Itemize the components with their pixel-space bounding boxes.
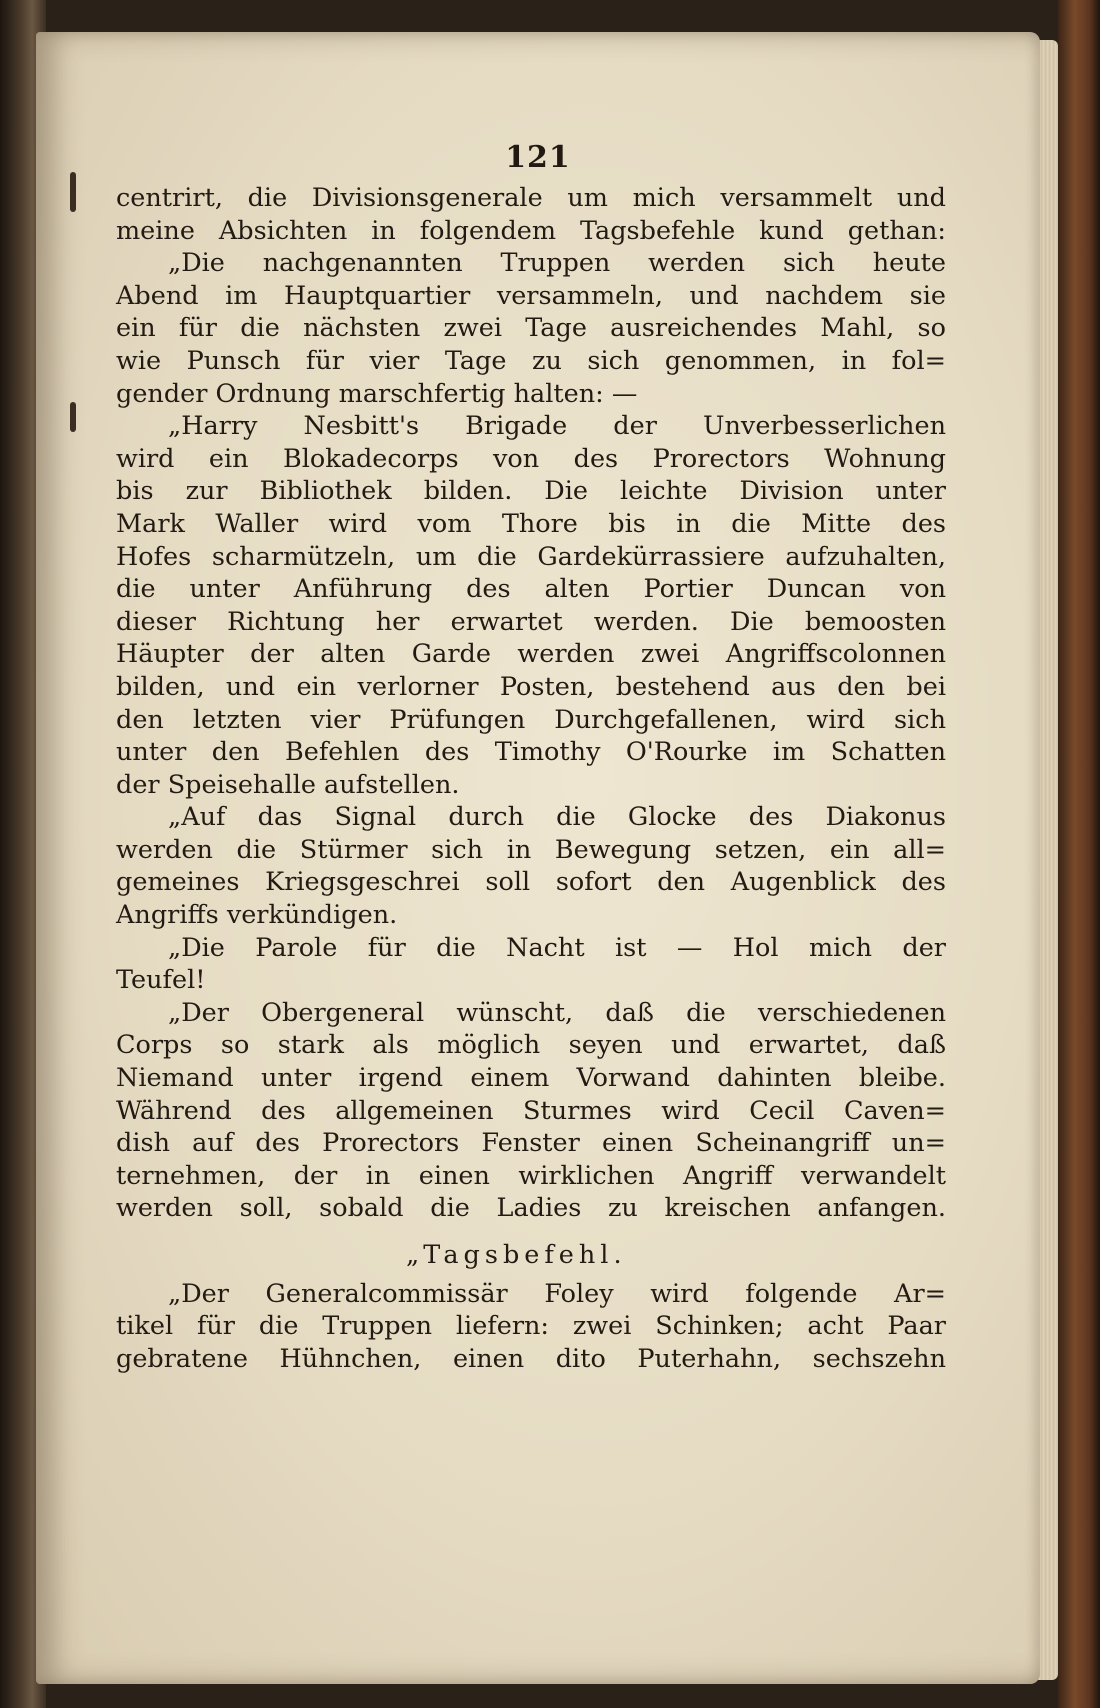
book-cover-edge [1058,0,1100,1708]
text-line: ein für die nächsten zwei Tage ausreichendes Mahl, so [116,313,946,344]
text-line: gebratene Hühnchen, einen dito Puterhahn, sechszehn [116,1343,946,1374]
text-line: werden die Stürmer sich in Bewegung setzen, ein all= [116,834,946,865]
text-line: wird ein Blokadecorps von des Prorectors Wohnung [116,443,946,474]
text-line: „Der Obergeneral wünscht, daß die verschiedenen [168,997,946,1028]
text-line: tikel für die Truppen liefern: zwei Schinken; acht Paar [116,1311,946,1342]
margin-mark [70,172,76,212]
text-line: „Der Generalcommissär Foley wird folgende Ar= [168,1278,946,1309]
text-line: unter den Befehlen des Timothy O'Rourke im Schatten [116,737,946,768]
text-line: wie Punsch für vier Tage zu sich genommen, in fol= [116,345,946,376]
text-line: der Speisehalle aufstellen. [116,769,460,800]
text-line: „Auf das Signal durch die Glocke des Diakonus [168,802,946,833]
body-text [116,182,946,1375]
text-line: Mark Waller wird vom Thore bis in die Mitte des [116,508,946,539]
text-line: dish auf des Prorectors Fenster einen Scheinangriff un= [116,1128,946,1159]
text-line: werden soll, sobald die Ladies zu kreischen anfangen. [116,1193,946,1224]
text-line: die unter Anführung des alten Portier Duncan von [116,574,946,605]
text-line: Angriffs verkündigen. [116,900,398,931]
text-line: gemeines Kriegsgeschrei soll sofort den Augenblick des [116,867,946,898]
text-line: centrirt, die Divisionsgenerale um mich versammelt und [116,183,946,213]
text-line: Corps so stark als möglich seyen und erwartet, daß [116,1030,946,1061]
text-line: Niemand unter irgend einem Vorwand dahinten bleibe. [116,1063,946,1094]
text-line: „Die nachgenannten Truppen werden sich heute [168,248,946,279]
text-line: bilden, und ein verlorner Posten, bestehend aus den bei [116,671,946,702]
text-line: den letzten vier Prüfungen Durchgefallenen, wird sich [116,704,946,735]
text-line: bis zur Bibliothek bilden. Die leichte Division unter [116,476,946,507]
text-line: Teufel! [116,965,206,996]
text-line: ternehmen, der in einen wirklichen Angriff verwandelt [116,1160,946,1191]
text-line: „Die Parole für die Nacht ist — Hol mich der [168,932,946,963]
text-line: Hofes scharmützeln, um die Gardekürrassiere aufzuhalten, [116,541,946,572]
page-sheet [36,32,1040,1684]
text-line: Häupter der alten Garde werden zwei Angriffscolonnen [116,639,946,670]
text-line: gender Ordnung marschfertig halten: — [116,378,638,409]
text-line: Abend im Hauptquartier versammeln, und nachdem sie [116,280,946,311]
text-line: meine Absichten in folgendem Tagsbefehle kund gethan: [116,215,946,246]
text-line: „Harry Nesbitt's Brigade der Unverbesserlichen [168,411,946,442]
page-number: 121 [505,140,571,175]
section-heading: „Tagsbefehl. [406,1240,627,1270]
margin-mark [70,402,76,432]
text-line: Während des allgemeinen Sturmes wird Cecil Caven= [116,1095,946,1126]
text-line: dieser Richtung her erwartet werden. Die bemoosten [116,606,946,637]
